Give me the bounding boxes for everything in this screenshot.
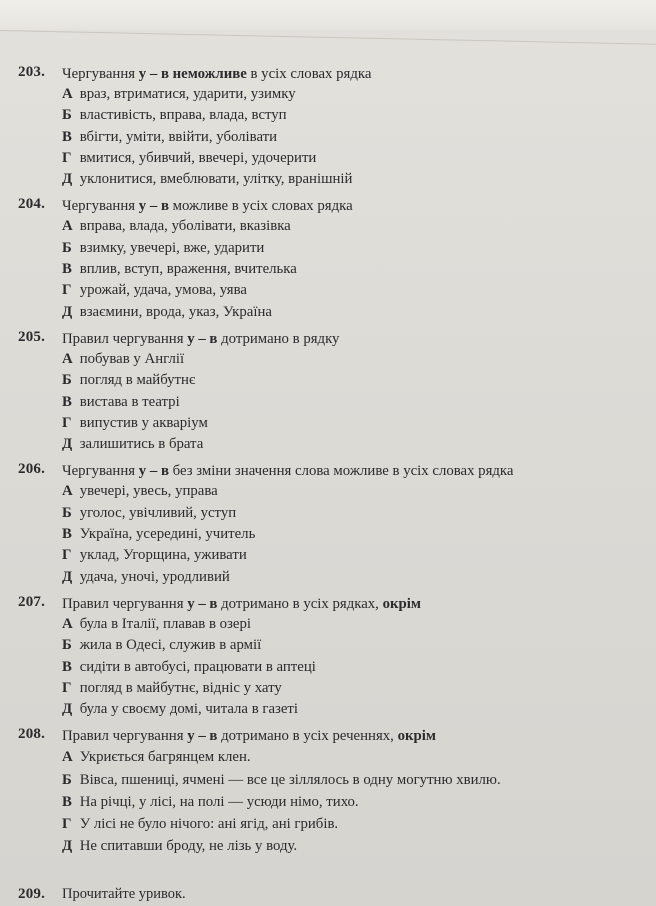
- question-number: 205.: [18, 328, 46, 345]
- answer-option: Д Не спитавши броду, не лізь у воду.: [62, 838, 298, 855]
- answer-option: Д залишитись в брата: [62, 436, 204, 453]
- answer-option: А була в Італії, плавав в озері: [62, 615, 251, 632]
- answer-option: Б властивість, вправа, влада, вступ: [62, 107, 287, 124]
- answer-option: Б уголос, увічливий, уступ: [62, 504, 237, 521]
- question-number: 204.: [18, 196, 46, 213]
- answer-option: Б жила в Одесі, служив в армії: [62, 637, 262, 654]
- answer-option: В сидіти в автобусі, працювати в аптеці: [62, 658, 316, 675]
- answer-option: Д взаємини, врода, указ, Україна: [62, 303, 272, 320]
- next-exercise-209: [18, 886, 186, 903]
- answer-option: Г урожай, удача, умова, уява: [62, 282, 247, 299]
- answer-option: Г уклад, Угорщина, уживати: [62, 547, 247, 564]
- answer-option: А увечері, увесь, управа: [62, 483, 218, 500]
- question-number: 203.: [18, 64, 46, 80]
- answer-option: Б погляд в майбутнє: [62, 372, 196, 389]
- answer-option: В На річці, у лісі, на полі — усюди німо, тихо.: [62, 793, 359, 810]
- question-stem: Правил чергування у – в дотримано в усіх рядках, окрім: [62, 595, 421, 612]
- answer-option: В вбігти, уміти, ввійти, уболівати: [62, 128, 278, 145]
- answer-option: В вистава в театрі: [62, 393, 180, 410]
- answer-option: Д уклонитися, вмеблювати, улітку, вранішній: [62, 171, 353, 188]
- next-exercise-text: Прочитайте уривок.: [62, 886, 186, 902]
- exercise-list: [0, 64, 656, 863]
- answer-option: А Укриється багрянцем клен.: [62, 749, 251, 766]
- question-204: [0, 196, 656, 322]
- question-stem: Правил чергування у – в дотримано в рядку: [62, 330, 340, 347]
- answer-option: Б Вівса, пшениці, ячмені — все це зіллялось в одну могутню хвилю.: [62, 771, 501, 788]
- question-207: [0, 594, 656, 720]
- question-number: 209.: [18, 886, 46, 902]
- answer-option: Г погляд в майбутнє, відніс у хату: [62, 679, 282, 696]
- answer-option: Б взимку, увечері, вже, ударити: [62, 239, 265, 256]
- answer-option: Г вмитися, убивчий, ввечері, удочерити: [62, 149, 317, 166]
- answer-option: А вправа, влада, уболівати, вказівка: [62, 218, 291, 235]
- question-stem: Чергування у – в неможливе в усіх словах рядка: [62, 66, 372, 82]
- question-203: [0, 64, 656, 190]
- answer-option: Г випустив у акваріум: [62, 414, 208, 431]
- answer-option: А побував у Англії: [62, 350, 185, 367]
- question-number: 208.: [18, 726, 46, 743]
- question-number: 206.: [18, 461, 46, 478]
- answer-option: В вплив, вступ, враження, вчителька: [62, 261, 297, 278]
- answer-option: Д була у своєму домі, читала в газеті: [62, 701, 299, 718]
- answer-option: Д удача, уночі, уродливий: [62, 568, 230, 585]
- question-stem: Чергування у – в без зміни значення слова можливе в усіх словах рядка: [62, 463, 514, 480]
- question-stem: Правил чергування у – в дотримано в усіх реченнях, окрім: [62, 728, 436, 745]
- answer-option: Г У лісі не було нічого: ані ягід, ані грибів.: [62, 816, 339, 833]
- question-206: [0, 461, 656, 587]
- question-number: 207.: [18, 593, 46, 610]
- question-205: [0, 329, 656, 455]
- answer-option: А враз, втриматися, ударити, узимку: [62, 86, 296, 102]
- answer-option: В Україна, усередині, учитель: [62, 526, 256, 543]
- question-stem: Чергування у – в можливе в усіх словах рядка: [62, 198, 353, 215]
- question-208: [0, 726, 656, 857]
